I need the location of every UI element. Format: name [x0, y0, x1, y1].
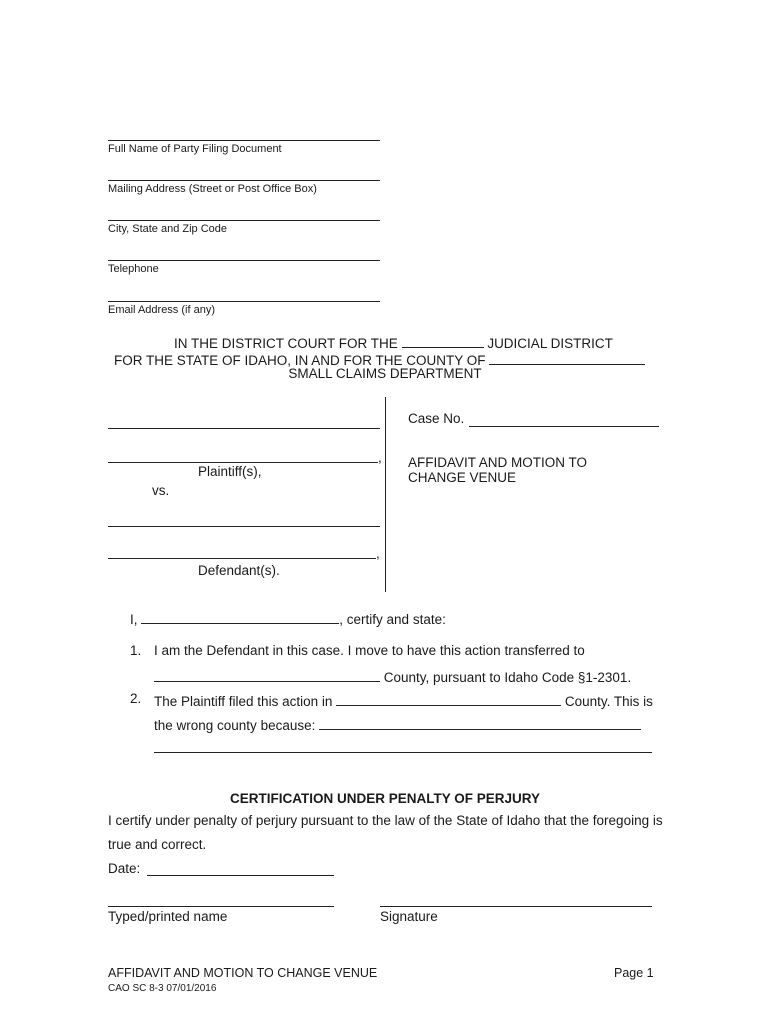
plaintiff-label: Plaintiff(s), [198, 464, 262, 479]
signature-line[interactable] [380, 906, 652, 907]
email-label: Email Address (if any) [108, 304, 215, 316]
defendant-line-2[interactable] [108, 558, 376, 559]
certification-text-2: true and correct. [108, 837, 207, 852]
plaintiff-comma: , [378, 450, 382, 465]
city-state-zip-line[interactable] [108, 220, 380, 221]
filed-county-blank[interactable] [336, 691, 561, 706]
item-1-continuation [154, 667, 631, 685]
city-state-zip-label: City, State and Zip Code [108, 223, 228, 235]
full-name-label: Full Name of Party Filing Document [108, 143, 282, 155]
item-2-continuation [154, 715, 641, 733]
item-2-number: 2. [130, 691, 142, 706]
caption-divider [385, 397, 386, 592]
typed-name-label: Typed/printed name [108, 909, 228, 924]
item-2-suffix: County. This is [564, 694, 653, 709]
document-title-line-2: CHANGE VENUE [408, 470, 517, 485]
reason-blank-2[interactable] [154, 752, 652, 753]
defendant-line-1[interactable] [108, 526, 380, 527]
form-code: CAO SC 8-3 07/01/2016 [108, 983, 217, 994]
document-title-line-1: AFFIDAVIT AND MOTION TO [408, 455, 588, 470]
item-2-cont-text: the wrong county because: [154, 718, 316, 733]
item-2-text [154, 691, 653, 709]
email-line[interactable] [108, 301, 380, 302]
case-number-line[interactable] [469, 426, 659, 427]
court-line-1-suffix: JUDICIAL DISTRICT [487, 336, 613, 351]
certification-heading: CERTIFICATION UNDER PENALTY OF PERJURY [229, 791, 541, 806]
signature-label: Signature [380, 909, 438, 924]
defendant-label: Defendant(s). [198, 563, 280, 578]
case-number-label: Case No. [408, 411, 465, 426]
page-number: Page 1 [614, 966, 654, 980]
defendant-comma: , [376, 546, 380, 561]
certify-statement [130, 609, 446, 627]
telephone-line[interactable] [108, 260, 380, 261]
court-line-2-text: FOR THE STATE OF IDAHO, IN AND FOR THE COUNTY OF [114, 353, 486, 368]
certify-suffix: , certify and state: [339, 612, 446, 627]
court-line-3: SMALL CLAIMS DEPARTMENT [288, 366, 482, 381]
item-1-text: I am the Defendant in this case. I move to have this action transferred to [154, 643, 585, 658]
typed-name-line[interactable] [108, 906, 334, 907]
date-label: Date: [108, 861, 141, 876]
item-1-number: 1. [130, 643, 142, 658]
transfer-county-blank[interactable] [154, 667, 380, 682]
mailing-address-label: Mailing Address (Street or Post Office Box) [108, 183, 317, 195]
court-line-1-prefix: IN THE DISTRICT COURT FOR THE [174, 336, 398, 351]
affiant-name-blank[interactable] [141, 609, 339, 624]
date-line[interactable] [147, 875, 334, 876]
telephone-label: Telephone [108, 263, 159, 275]
item-2-prefix: The Plaintiff filed this action in [154, 694, 333, 709]
mailing-address-line[interactable] [108, 180, 380, 181]
certify-prefix: I, [130, 612, 138, 627]
footer-title: AFFIDAVIT AND MOTION TO CHANGE VENUE [108, 966, 378, 980]
judicial-district-blank[interactable] [402, 333, 484, 348]
full-name-line[interactable] [108, 140, 380, 141]
plaintiff-line-1[interactable] [108, 428, 380, 429]
plaintiff-line-2[interactable] [108, 462, 378, 463]
certification-text-1: I certify under penalty of perjury pursuant to the law of the State of Idaho that the foregoing is [108, 813, 663, 828]
county-blank[interactable] [489, 350, 645, 365]
vs-label: vs. [152, 483, 170, 498]
reason-blank-1[interactable] [319, 715, 641, 730]
court-line-1 [174, 333, 613, 351]
item-1-cont-text: County, pursuant to Idaho Code §1-2301. [383, 670, 632, 685]
